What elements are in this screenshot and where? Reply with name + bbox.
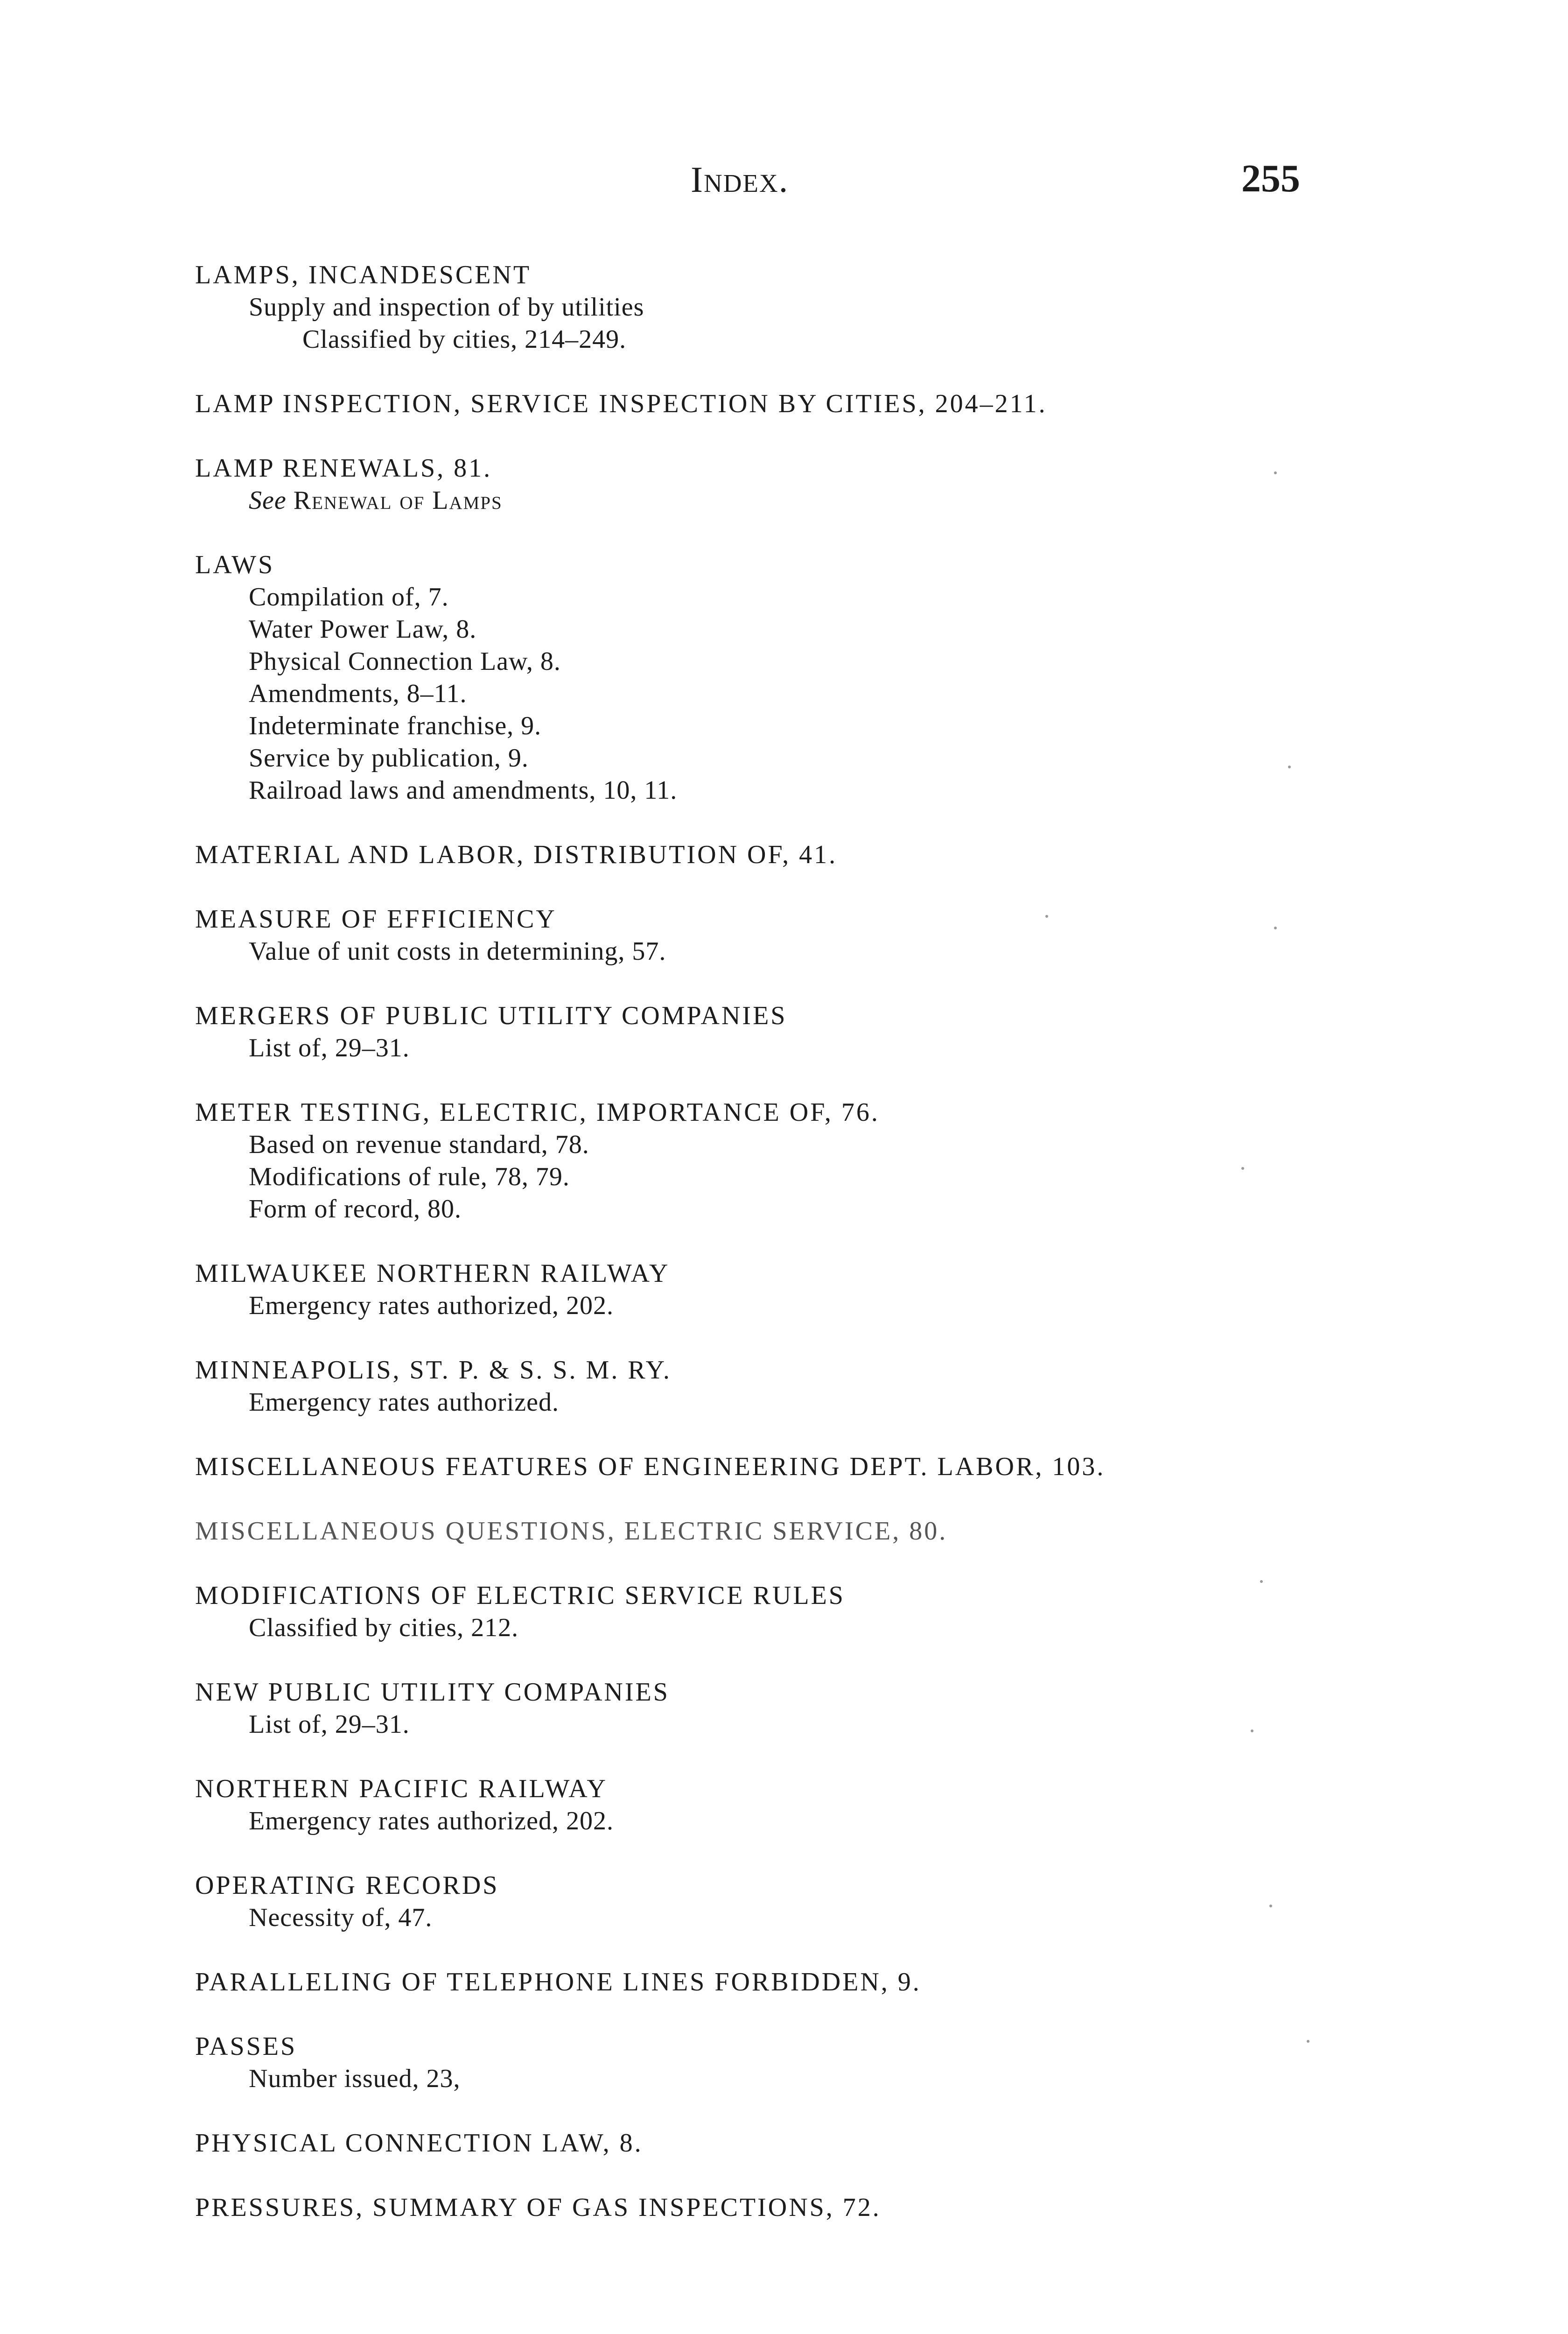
entry-heading: MISCELLANEOUS QUESTIONS, ELECTRIC SERVICE, 80. xyxy=(195,1517,948,1546)
entry-subentry: Value of unit costs in determining, 57. xyxy=(249,937,666,966)
index-entry xyxy=(195,1354,1362,1419)
entry-subentry: Indeterminate franchise, 9. xyxy=(249,711,542,740)
index-entry xyxy=(195,1676,1362,1741)
entry-subentry: Emergency rates authorized. xyxy=(249,1388,560,1417)
see-reference xyxy=(195,485,1362,517)
index-entry xyxy=(195,1773,1362,1837)
entry-heading: NORTHERN PACIFIC RAILWAY xyxy=(195,1774,608,1803)
entry-heading: MINNEAPOLIS, ST. P. & S. S. M. RY. xyxy=(195,1356,672,1385)
entry-heading: MEASURE OF EFFICIENCY xyxy=(195,905,557,934)
entry-heading: NEW PUBLIC UTILITY COMPANIES xyxy=(195,1678,670,1707)
entry-heading: LAMPS, INCANDESCENT xyxy=(195,260,532,289)
scan-speck xyxy=(1045,915,1048,918)
index-entries xyxy=(195,259,1362,2256)
scan-speck xyxy=(1274,927,1277,929)
entry-heading: MATERIAL AND LABOR, DISTRIBUTION OF, 41. xyxy=(195,840,838,869)
scan-speck xyxy=(1260,1580,1263,1583)
entry-heading: MERGERS OF PUBLIC UTILITY COMPANIES xyxy=(195,1001,787,1030)
entry-subentry: Amendments, 8–11. xyxy=(249,679,467,708)
entry-heading: PRESSURES, SUMMARY OF GAS INSPECTIONS, 72. xyxy=(195,2193,881,2222)
index-entry xyxy=(195,452,1362,517)
index-entry xyxy=(195,1451,1362,1483)
index-entry xyxy=(195,903,1362,968)
entry-subentry: Water Power Law, 8. xyxy=(249,615,477,644)
scan-speck xyxy=(1288,766,1291,768)
entry-subentry: List of, 29–31. xyxy=(249,1033,410,1062)
entry-subentry: Compilation of, 7. xyxy=(249,583,449,612)
index-entry xyxy=(195,1966,1362,1998)
index-entry xyxy=(195,1258,1362,1322)
index-entry xyxy=(195,839,1362,871)
page-number: 255 xyxy=(1241,157,1300,200)
entry-heading: PASSES xyxy=(195,2032,297,2061)
entry-heading: LAMP RENEWALS, 81. xyxy=(195,454,492,483)
entry-heading: LAWS xyxy=(195,550,275,579)
entry-heading: METER TESTING, ELECTRIC, IMPORTANCE OF, 76. xyxy=(195,1098,880,1127)
entry-subentry: Classified by cities, 214–249. xyxy=(302,325,627,354)
index-entry xyxy=(195,1097,1362,1225)
index-entry xyxy=(195,2127,1362,2159)
entry-subentry: Number issued, 23, xyxy=(249,2064,461,2093)
entry-subentry: Modifications of rule, 78, 79. xyxy=(249,1162,570,1191)
scan-speck xyxy=(1251,1729,1253,1732)
entry-subentry: Supply and inspection of by utilities xyxy=(249,293,644,322)
index-entry xyxy=(195,259,1362,356)
index-entry xyxy=(195,1870,1362,1934)
index-entry xyxy=(195,1580,1362,1644)
scan-speck xyxy=(1307,2040,1309,2043)
entry-subentry: Physical Connection Law, 8. xyxy=(249,647,561,676)
see-target: Renewal of Lamps xyxy=(293,486,503,515)
scan-speck xyxy=(1274,471,1277,474)
entry-heading: PHYSICAL CONNECTION LAW, 8. xyxy=(195,2129,643,2158)
index-entry xyxy=(195,549,1362,807)
see-word: See xyxy=(249,486,287,515)
entry-subentry: Necessity of, 47. xyxy=(249,1903,433,1932)
entry-heading: MISCELLANEOUS FEATURES OF ENGINEERING DEPT. LABOR, 103. xyxy=(195,1452,1106,1481)
index-entry xyxy=(195,388,1362,420)
entry-subentry: List of, 29–31. xyxy=(249,1710,410,1739)
entry-heading: OPERATING RECORDS xyxy=(195,1871,499,1900)
entry-subentry: Service by publication, 9. xyxy=(249,744,529,773)
running-head: Index. xyxy=(691,159,789,200)
entry-heading: MILWAUKEE NORTHERN RAILWAY xyxy=(195,1259,670,1288)
entry-subentry: Emergency rates authorized, 202. xyxy=(249,1291,614,1320)
index-entry xyxy=(195,2031,1362,2095)
entry-subentry: Railroad laws and amendments, 10, 11. xyxy=(249,776,678,805)
scan-speck xyxy=(1241,1167,1244,1170)
entry-subentry: Form of record, 80. xyxy=(249,1195,462,1223)
entry-heading: MODIFICATIONS OF ELECTRIC SERVICE RULES xyxy=(195,1581,845,1610)
index-entry xyxy=(195,1515,1362,1547)
index-entry xyxy=(195,1000,1362,1064)
entry-subentry: Classified by cities, 212. xyxy=(249,1613,519,1642)
scan-speck xyxy=(1269,1905,1272,1907)
entry-heading: LAMP INSPECTION, SERVICE INSPECTION BY CITIES, 204–211. xyxy=(195,389,1047,418)
index-entry xyxy=(195,2192,1362,2224)
entry-subentry: Emergency rates authorized, 202. xyxy=(249,1807,614,1835)
entry-heading: PARALLELING OF TELEPHONE LINES FORBIDDEN, 9. xyxy=(195,1968,921,1997)
entry-subentry: Based on revenue standard, 78. xyxy=(249,1130,589,1159)
